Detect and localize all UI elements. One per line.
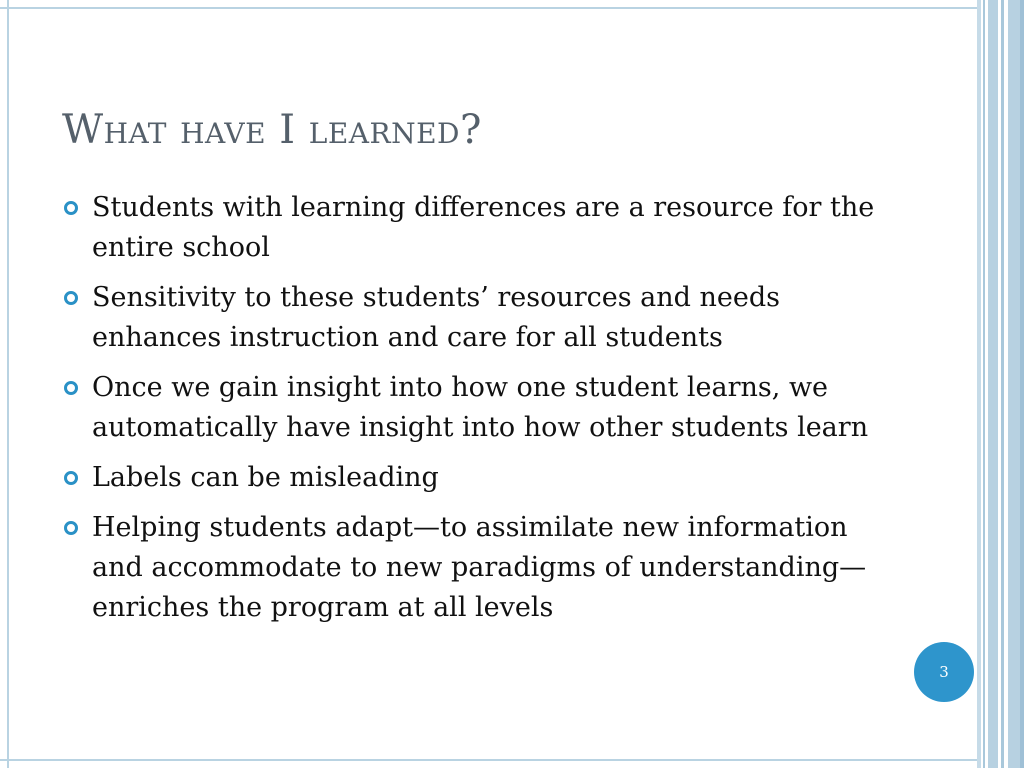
frame-top-line (0, 7, 980, 9)
bullet-item (62, 368, 892, 448)
ring-bullet-icon (64, 291, 78, 305)
bullet-text: Students with learning differences are a resource for the entire school (92, 192, 875, 263)
bullet-text: Once we gain insight into how one student learns, we automatically have insight into how other students learn (92, 372, 869, 443)
page-number-badge: 3 (914, 642, 974, 702)
ring-bullet-icon (64, 471, 78, 485)
ring-bullet-icon (64, 521, 78, 535)
right-stripe (983, 0, 985, 768)
ring-bullet-icon (64, 381, 78, 395)
bullet-text: Helping students adapt—to assimilate new information and accommodate to new paradigms of understanding—enriches the program at all levels (92, 512, 867, 623)
bullet-item (62, 508, 892, 628)
bullet-item (62, 188, 892, 268)
right-stripe (1001, 0, 1004, 768)
bullet-item (62, 458, 892, 498)
right-stripe (988, 0, 998, 768)
right-stripe (1020, 0, 1024, 768)
bullet-item (62, 278, 892, 358)
bullet-text: Labels can be misleading (92, 462, 439, 493)
bullet-text: Sensitivity to these students’ resources and needs enhances instruction and care for all students (92, 282, 781, 353)
frame-bottom-line (0, 759, 980, 761)
right-stripe (977, 0, 981, 768)
ring-bullet-icon (64, 201, 78, 215)
bullet-list (62, 188, 892, 638)
frame-left-line (7, 0, 9, 768)
slide-title: What have I learned? (62, 107, 482, 153)
